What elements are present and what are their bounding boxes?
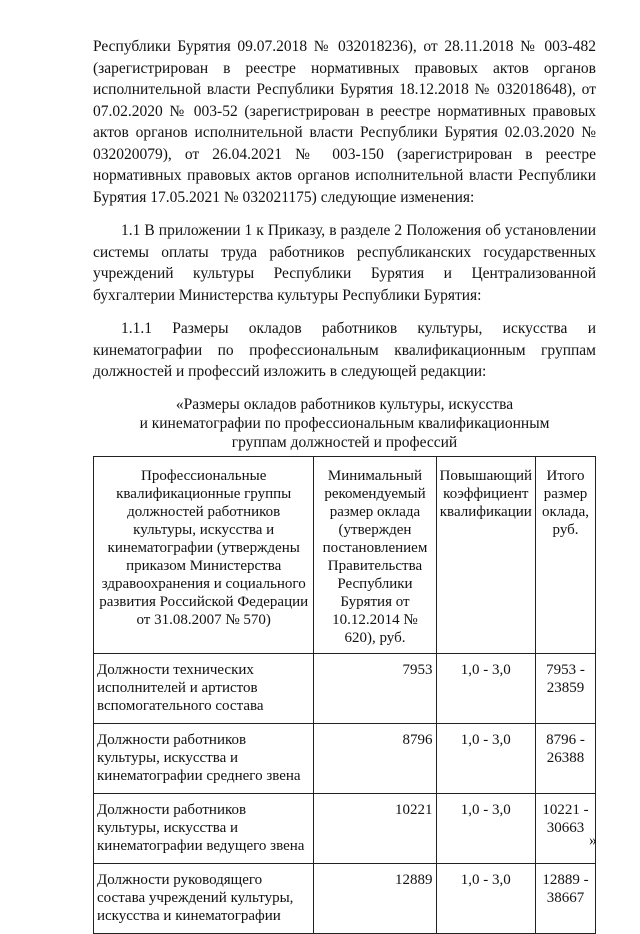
cell-min-salary: 12889 <box>314 863 436 933</box>
cell-group-name: Должности работников культуры, искусства и кинематографии среднего звена <box>94 723 314 793</box>
cell-group-name: Должности технических исполнителей и артистов вспомогательного состава <box>94 653 314 723</box>
table-caption <box>93 395 596 452</box>
table-caption-line: группам должностей и профессий <box>231 433 458 451</box>
document-page <box>93 36 596 934</box>
cell-total-salary: 8796 - 26388 <box>536 723 596 793</box>
cell-coefficient: 1,0 - 3,0 <box>436 723 536 793</box>
cell-min-salary: 8796 <box>314 723 436 793</box>
header-min-salary: Минимальный рекомендуемый размер оклада (утвержден постановлением Правительства Республики Бурятия от 10.12.2014 № 620), руб. <box>314 456 436 653</box>
table-row <box>94 863 596 933</box>
header-coefficient: Повышающий коэффициент квалификации <box>436 456 536 653</box>
cell-total-salary: 12889 - 38667 <box>536 863 596 933</box>
closing-quote: » <box>589 832 597 849</box>
cell-coefficient: 1,0 - 3,0 <box>436 793 536 863</box>
table-row <box>94 723 596 793</box>
salary-table <box>93 456 596 934</box>
table-header-row <box>94 456 596 653</box>
table-row <box>94 793 596 863</box>
header-total-salary: Итого размер оклада, руб. <box>536 456 596 653</box>
cell-total-salary: 7953 - 23859 <box>536 653 596 723</box>
table-caption-line: и кинематографии по профессиональным квалификационным <box>139 414 550 432</box>
cell-group-name: Должности руководящего состава учреждений культуры, искусства и кинематографии <box>94 863 314 933</box>
paragraph-1-1: 1.1 В приложении 1 к Приказу, в разделе 2 Положения об установлении системы оплаты труда работников республиканских государственных учреждений культуры Республики Бурятия и Централизованной бухгалтерии Министерства культуры Республики Бурятия: <box>93 222 596 304</box>
cell-coefficient: 1,0 - 3,0 <box>436 653 536 723</box>
cell-group-name: Должности работников культуры, искусства и кинематографии ведущего звена <box>94 793 314 863</box>
paragraph-1-1-1: 1.1.1 Размеры окладов работников культуры, искусства и кинематографии по профессиональным квалификационным группам должностей и профессий изложить в следующей редакции: <box>93 320 596 380</box>
paragraph-amendments-list: Республики Бурятия 09.07.2018 № 032018236), от 28.11.2018 № 003-482 (зарегистрирован в реестре нормативных правовых актов органов исполнительной власти Республики Бурятия 18.12.2018 № 032018648), от 07.02.2020 № 003-52 (зарегистрирован в реестре нормативных правовых актов органов исполнительной власти Республики Бурятия 02.03.2020 № 032020079), от 26.04.2021 № 003-150 (зарегистрирован в реестре нормативных правовых актов органов исполнительной власти Республики Бурятия 17.05.2021 № 032021175) следующие изменения: <box>93 38 596 206</box>
table-row <box>94 653 596 723</box>
cell-total-salary: 10221 - 30663 <box>536 793 596 863</box>
cell-min-salary: 7953 <box>314 653 436 723</box>
table-caption-line: «Размеры окладов работников культуры, искусства <box>175 395 514 413</box>
cell-coefficient: 1,0 - 3,0 <box>436 863 536 933</box>
header-qualification-groups: Профессиональные квалификационные группы должностей работников культуры, искусства и кинематографии (утверждены приказом Министерства здравоохранения и социального развития Российской Федерации от 31.08.2007 № 570) <box>94 456 314 653</box>
cell-min-salary: 10221 <box>314 793 436 863</box>
